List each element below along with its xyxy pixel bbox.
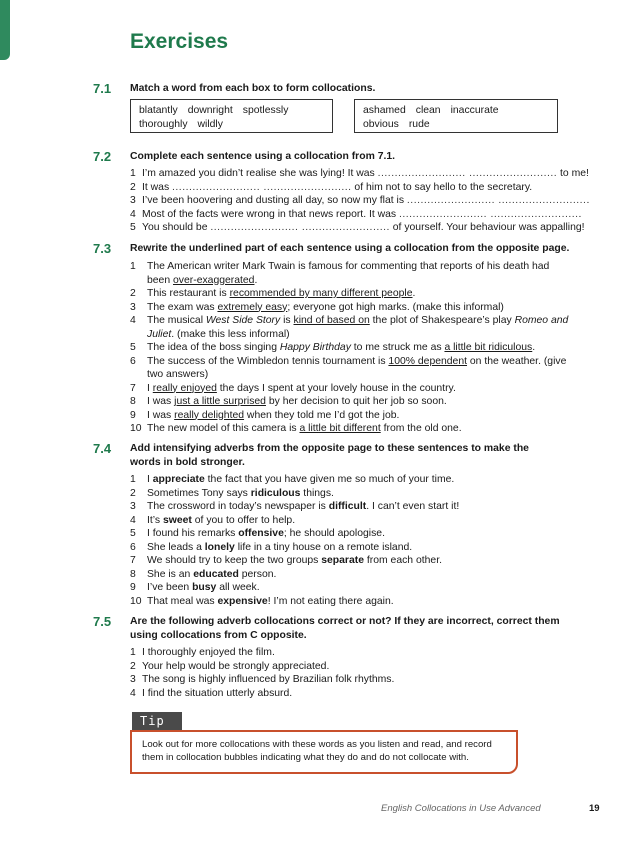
- list-item: 3 The song is highly influenced by Brazilian folk rhythms.: [130, 674, 395, 685]
- blank-line: .......................... ..........................: [406, 195, 587, 206]
- exercise-list-7-5: [130, 646, 590, 700]
- section-heading-7-1: Match a word from each box to form collocations.: [130, 83, 376, 94]
- list-item: 3 I’ve been hoovering and dusting all day, so now my flat is .......................... ...........................: [130, 195, 590, 206]
- list-item: 7 I really enjoyed the days I spent at your lovely house in the country.: [130, 382, 456, 394]
- list-item: 5 You should be .......................... .......................... of yourself. Your behaviour was appalling!: [130, 222, 585, 233]
- section-heading-7-2: Complete each sentence using a collocation from 7.1.: [130, 151, 396, 162]
- underlined-phrase: a little bit ridiculous: [444, 342, 533, 353]
- bold-word: offensive: [238, 528, 284, 539]
- list-item: 2 It was .......................... .......................... of him not to say hello to the secretary.: [130, 181, 533, 193]
- word-box-adverbs: [130, 99, 333, 133]
- blank-line: .......................... ..........................: [377, 168, 558, 179]
- underlined-phrase: just a little surprised: [174, 396, 266, 407]
- bold-word: separate: [321, 555, 364, 566]
- list-item: 8 She is an educated person.: [130, 568, 277, 580]
- list-item: 4 The musical West Side Story is kind of based on the plot of Shakespeare’s play Romeo and Juliet. (make this less informal): [130, 315, 569, 340]
- section-number-7-2: 7.2: [93, 149, 112, 164]
- list-item: 4 It’s sweet of you to offer to help.: [130, 514, 296, 526]
- underlined-phrase: 100% dependent: [388, 355, 468, 367]
- word: spotlessly: [242, 105, 289, 116]
- list-item: 6 She leads a lonely life in a tiny house on a remote island.: [130, 541, 413, 553]
- underlined-phrase: really enjoyed: [152, 382, 217, 394]
- bold-word: lonely: [204, 541, 235, 553]
- section-heading-7-5: Are the following adverb collocations correct or not? If they are incorrect, correct them using collocations from C opposite.: [130, 616, 560, 641]
- word: ashamed: [363, 105, 406, 116]
- page-title: Exercises: [130, 30, 229, 53]
- word: blatantly: [139, 105, 178, 116]
- list-item: 10 The new model of this camera is a little bit different from the old one.: [130, 423, 462, 434]
- section-heading-7-4: Add intensifying adverbs from the opposite page to these sentences to make the words in bold stronger.: [130, 443, 529, 468]
- list-item: 5 I found his remarks offensive; he should apologise.: [130, 528, 385, 539]
- list-item: 1 The American writer Mark Twain is famous for commenting that reports of his death had been over-exaggerated.: [130, 261, 550, 286]
- section-number-7-4: 7.4: [93, 441, 112, 456]
- chapter-tab-marker: [0, 0, 10, 60]
- section-number-7-1: 7.1: [93, 81, 112, 96]
- page-number: 19: [589, 803, 600, 814]
- list-item: 2 This restaurant is recommended by many different people.: [130, 288, 416, 299]
- bold-word: sweet: [162, 514, 192, 526]
- list-item: 9 I’ve been busy all week.: [130, 582, 260, 593]
- list-item: 7 We should try to keep the two groups separate from each other.: [130, 555, 442, 566]
- list-item: 1 I appreciate the fact that you have given me so much of your time.: [130, 474, 455, 485]
- underlined-phrase: recommended by many different people: [229, 288, 413, 299]
- section-number-7-3: 7.3: [93, 241, 112, 256]
- exercise-list-7-3: [130, 260, 575, 436]
- word-box-adjectives: [354, 99, 558, 133]
- word: obvious: [363, 119, 399, 130]
- bold-word: educated: [193, 568, 239, 580]
- list-item: 5 The idea of the boss singing Happy Birthday to me struck me as a little bit ridiculous.: [130, 342, 536, 353]
- list-item: 4 I find the situation utterly absurd.: [130, 687, 293, 699]
- word: wildly: [197, 119, 223, 130]
- list-item: 9 I was really delighted when they told me I’d got the job.: [130, 409, 400, 421]
- word: thoroughly: [139, 119, 188, 130]
- list-item: 3 The exam was extremely easy; everyone got high marks. (make this informal): [130, 301, 504, 313]
- list-item: 1 I’m amazed you didn’t realise she was lying! It was .......................... .......................... to me!: [130, 168, 589, 179]
- blank-line: .......................... ..........................: [210, 222, 390, 233]
- word: inaccurate: [450, 105, 499, 116]
- bold-word: busy: [192, 582, 217, 593]
- list-item: 4 Most of the facts were wrong in that news report. It was .......................... ...........................: [130, 208, 582, 220]
- word: rude: [408, 119, 430, 130]
- list-item: 8 I was just a little surprised by her decision to quit her job so soon.: [130, 396, 447, 407]
- bold-word: expensive: [217, 595, 268, 607]
- tip-box: Look out for more collocations with these words as you listen and read, and record them in collocation bubbles indicating what they do and do not collocate with.: [130, 730, 518, 774]
- tip-label: Tip: [132, 712, 182, 730]
- list-item: 3 The crossword in today’s newspaper is difficult. I can’t even start it!: [130, 501, 460, 512]
- bold-word: appreciate: [152, 474, 205, 485]
- underlined-phrase: over-exaggerated: [173, 274, 255, 286]
- list-item: 2 Your help would be strongly appreciated.: [130, 660, 330, 672]
- bold-word: ridiculous: [250, 487, 301, 499]
- underlined-phrase: really delighted: [174, 409, 245, 421]
- list-item: 2 Sometimes Tony says ridiculous things.: [130, 487, 334, 499]
- section-heading-7-3: Rewrite the underlined part of each sentence using a collocation from the opposite page.: [130, 243, 570, 254]
- underlined-phrase: a little bit different: [299, 423, 381, 434]
- exercise-list-7-2: [130, 167, 590, 235]
- underlined-phrase: kind of based on: [293, 315, 370, 326]
- section-number-7-5: 7.5: [93, 614, 112, 629]
- footer-book-title: English Collocations in Use Advanced: [381, 803, 541, 814]
- list-item: 1 I thoroughly enjoyed the film.: [130, 647, 275, 658]
- exercise-list-7-4: [130, 473, 590, 608]
- bold-word: difficult: [328, 501, 367, 512]
- word: downright: [187, 105, 233, 116]
- blank-line: .......................... ..........................: [399, 208, 579, 220]
- underlined-phrase: extremely easy: [217, 301, 288, 313]
- blank-line: .......................... ..........................: [172, 181, 352, 193]
- list-item: 10 That meal was expensive! I’m not eating there again.: [130, 595, 394, 607]
- word: clean: [415, 105, 441, 116]
- list-item: 6 The success of the Wimbledon tennis tournament is 100% dependent on the weather. (give two answers): [130, 355, 567, 380]
